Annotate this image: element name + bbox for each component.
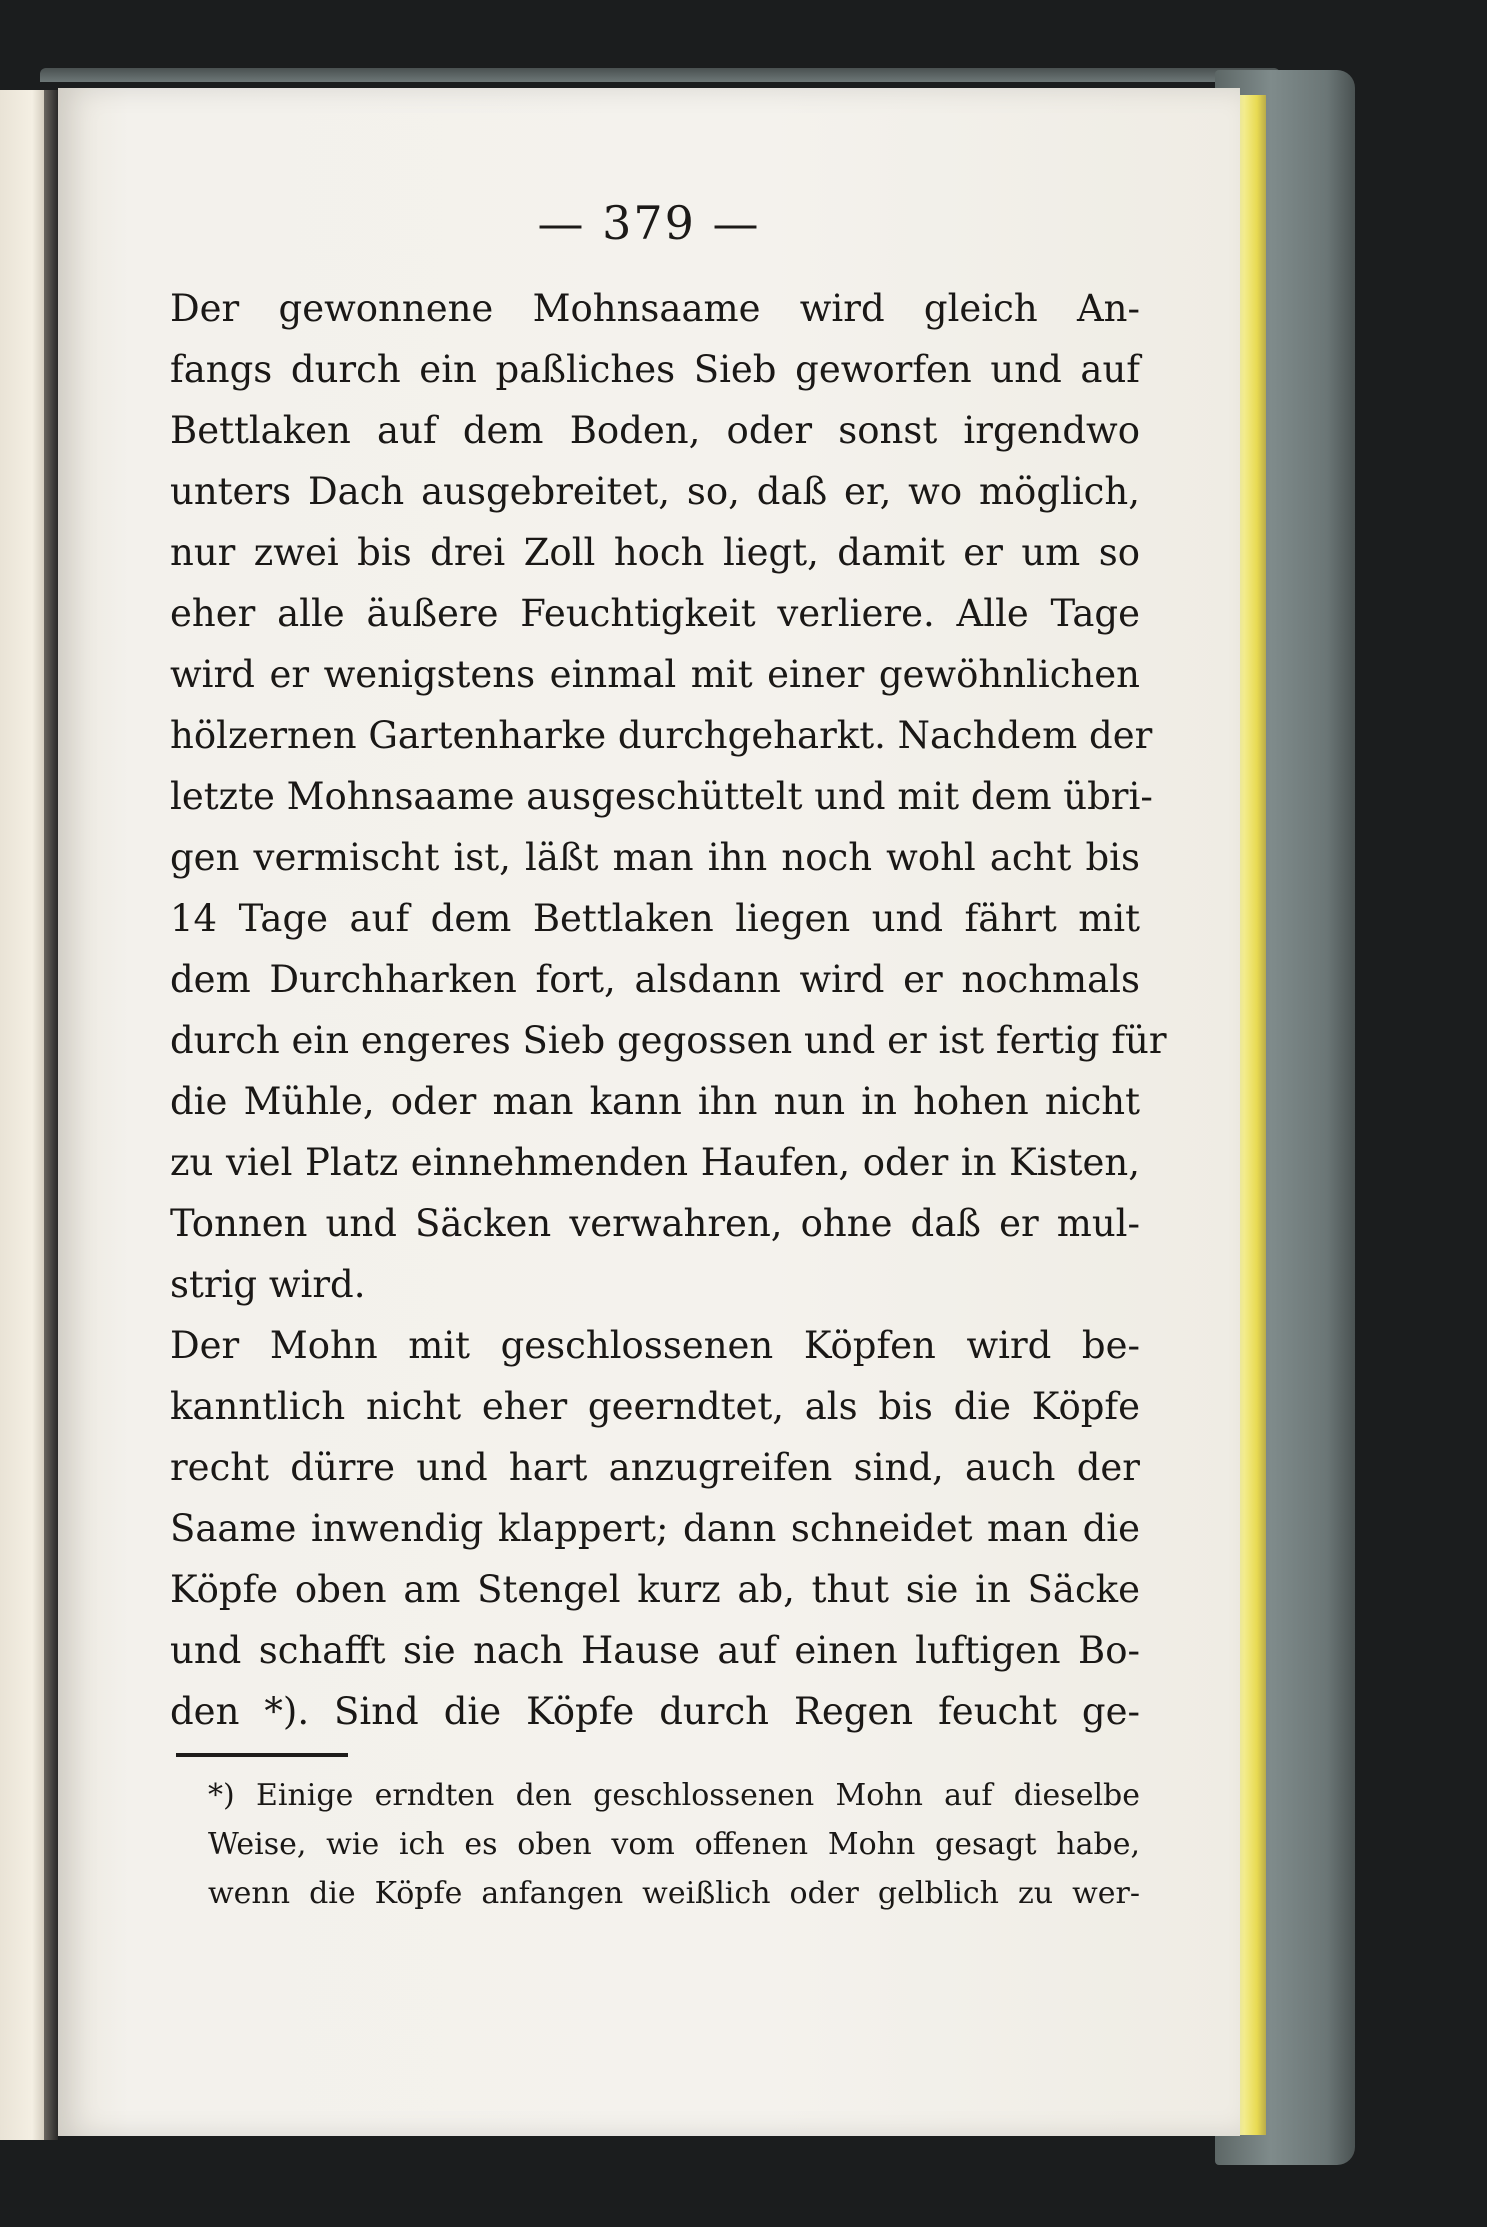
text-line: wird er wenigstens einmal mit einer gewöhnlichen	[170, 653, 1140, 696]
text-line: durch ein engeres Sieb gegossen und er ist fertig für	[170, 1019, 1167, 1062]
footnote-line: wenn die Köpfe anfangen weißlich oder gelblich zu wer-	[208, 1876, 1140, 1911]
text-line: hölzernen Gartenharke durchgeharkt. Nachdem der	[170, 714, 1153, 757]
page-number: — 379 —	[537, 196, 761, 250]
book-cover-top	[40, 68, 1280, 82]
previous-page-edge	[0, 90, 46, 2140]
text-line: zu viel Platz einnehmenden Haufen, oder in Kisten,	[170, 1141, 1140, 1184]
text-line: unters Dach ausgebreitet, so, daß er, wo möglich,	[170, 470, 1140, 513]
text-line: recht dürre und hart anzugreifen sind, auch der	[170, 1446, 1140, 1489]
gutter-shadow	[44, 90, 58, 2140]
text-line: 14 Tage auf dem Bettlaken liegen und fährt mit	[170, 897, 1140, 940]
text-line: Tonnen und Säcken verwahren, ohne daß er mul-	[170, 1202, 1140, 1245]
text-line: dem Durchharken fort, alsdann wird er nochmals	[170, 958, 1140, 1001]
text-line: die Mühle, oder man kann ihn nun in hohen nicht	[170, 1080, 1140, 1123]
text-line: fangs durch ein paßliches Sieb geworfen und auf	[170, 348, 1140, 391]
text-line: eher alle äußere Feuchtigkeit verliere. Alle Tage	[170, 592, 1140, 635]
text-line: Köpfe oben am Stengel kurz ab, thut sie in Säcke	[170, 1568, 1140, 1611]
footnote-line: *) Einige erndten den geschlossenen Mohn auf dieselbe	[208, 1778, 1140, 1813]
footnote	[208, 1771, 1140, 1918]
body-text	[170, 278, 1167, 1742]
text-line: letzte Mohnsaame ausgeschüttelt und mit dem übri-	[170, 775, 1153, 818]
text-line: gen vermischt ist, läßt man ihn noch wohl acht bis	[170, 836, 1140, 879]
text-line: Der gewonnene Mohnsaame wird gleich An-	[170, 287, 1140, 330]
text-line: strig wird.	[170, 1263, 366, 1306]
text-line: Der Mohn mit geschlossenen Köpfen wird be-	[170, 1324, 1140, 1367]
book-page	[58, 88, 1240, 2136]
text-line: und schafft sie nach Hause auf einen luftigen Bo-	[170, 1629, 1140, 1672]
text-line: Bettlaken auf dem Boden, oder sonst irgendwo	[170, 409, 1140, 452]
text-line: den *). Sind die Köpfe durch Regen feucht ge-	[170, 1690, 1140, 1733]
text-line: kanntlich nicht eher geerndtet, als bis die Köpfe	[170, 1385, 1140, 1428]
text-line: Saame inwendig klappert; dann schneidet man die	[170, 1507, 1140, 1550]
text-line: nur zwei bis drei Zoll hoch liegt, damit er um so	[170, 531, 1140, 574]
footnote-divider	[176, 1753, 348, 1757]
footnote-line: Weise, wie ich es oben vom offenen Mohn gesagt habe,	[208, 1827, 1140, 1862]
